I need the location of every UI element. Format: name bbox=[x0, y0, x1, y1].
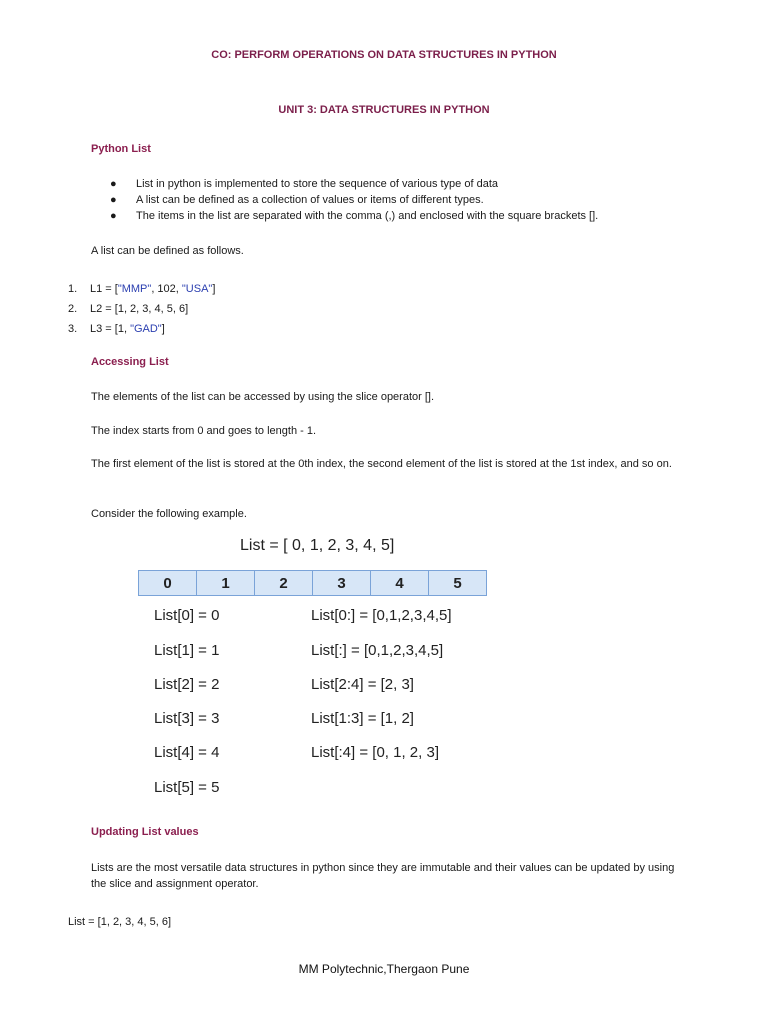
slice-example: List[0:] = [0,1,2,3,4,5] bbox=[311, 607, 452, 624]
index-cell: 1 bbox=[197, 571, 255, 596]
figure-title: List = [ 0, 1, 2, 3, 4, 5] bbox=[240, 537, 395, 554]
updating-paragraph: Lists are the most versatile data structures in python since they are immutable and their values can be updated by using the slice and assignment operator. bbox=[91, 862, 675, 890]
code-text: L2 = [1, 2, 3, 4, 5, 6] bbox=[90, 303, 189, 315]
bullet-item bbox=[110, 192, 598, 208]
bullet-text: The items in the list are separated with the comma (,) and enclosed with the square brackets []. bbox=[136, 210, 599, 222]
bullet-item bbox=[110, 176, 598, 192]
slice-example: List[:] = [0,1,2,3,4,5] bbox=[311, 642, 444, 659]
example-list bbox=[68, 279, 215, 339]
python-list-bullets bbox=[110, 176, 598, 224]
updating-list-heading: Updating List values bbox=[91, 826, 199, 838]
bullet-icon: ● bbox=[110, 178, 117, 190]
code-text: ] bbox=[161, 323, 165, 335]
item-number: 2. bbox=[68, 303, 78, 315]
list-item bbox=[68, 319, 215, 339]
code-text: L3 = [1, bbox=[90, 323, 131, 335]
index-example: List[1] = 1 bbox=[154, 642, 220, 659]
accessing-paragraph-1: The elements of the list can be accessed by using the slice operator []. bbox=[91, 391, 435, 403]
accessing-list-heading: Accessing List bbox=[91, 356, 169, 368]
index-example: List[2] = 2 bbox=[154, 676, 220, 693]
item-number: 3. bbox=[68, 323, 78, 335]
index-cell: 5 bbox=[429, 571, 487, 596]
string-literal: "USA" bbox=[181, 283, 213, 295]
python-list-heading: Python List bbox=[91, 143, 151, 155]
bullet-text: A list can be defined as a collection of values or items of different types. bbox=[136, 194, 484, 206]
index-cell: 4 bbox=[371, 571, 429, 596]
list-item bbox=[68, 279, 215, 299]
page-footer: MM Polytechnic,Thergaon Pune bbox=[298, 962, 470, 976]
bullet-item bbox=[110, 208, 598, 224]
bullet-text: List in python is implemented to store the sequence of various type of data bbox=[136, 178, 498, 190]
list-item bbox=[68, 299, 215, 319]
unit-title: UNIT 3: DATA STRUCTURES IN PYTHON bbox=[278, 104, 490, 116]
accessing-paragraph-3: The first element of the list is stored at the 0th index, the second element of the list is stored at the 1st index, and so on. bbox=[91, 458, 672, 470]
index-example: List[5] = 5 bbox=[154, 779, 220, 796]
bullet-icon: ● bbox=[110, 210, 117, 222]
index-example: List[3] = 3 bbox=[154, 710, 220, 727]
index-row bbox=[139, 571, 487, 596]
index-cell: 3 bbox=[313, 571, 371, 596]
accessing-paragraph-4: Consider the following example. bbox=[91, 508, 247, 520]
slice-example: List[1:3] = [1, 2] bbox=[311, 710, 414, 727]
string-literal: "GAD" bbox=[130, 323, 162, 335]
string-literal: "MMP" bbox=[117, 283, 152, 295]
index-table bbox=[138, 570, 487, 596]
slice-example: List[:4] = [0, 1, 2, 3] bbox=[311, 744, 439, 761]
code-text: L1 = [ bbox=[90, 283, 118, 295]
index-cell: 0 bbox=[139, 571, 197, 596]
define-text: A list can be defined as follows. bbox=[91, 245, 244, 257]
bullet-icon: ● bbox=[110, 194, 117, 206]
item-number: 1. bbox=[68, 283, 78, 295]
slice-example: List[2:4] = [2, 3] bbox=[311, 676, 414, 693]
code-example: List = [1, 2, 3, 4, 5, 6] bbox=[68, 916, 172, 928]
course-title: CO: PERFORM OPERATIONS ON DATA STRUCTURES IN PYTHON bbox=[211, 49, 557, 61]
index-example: List[4] = 4 bbox=[154, 744, 220, 761]
index-cell: 2 bbox=[255, 571, 313, 596]
accessing-paragraph-2: The index starts from 0 and goes to length - 1. bbox=[91, 425, 317, 437]
code-text: ] bbox=[212, 283, 216, 295]
code-text: , 102, bbox=[151, 283, 182, 295]
index-example: List[0] = 0 bbox=[154, 607, 220, 624]
